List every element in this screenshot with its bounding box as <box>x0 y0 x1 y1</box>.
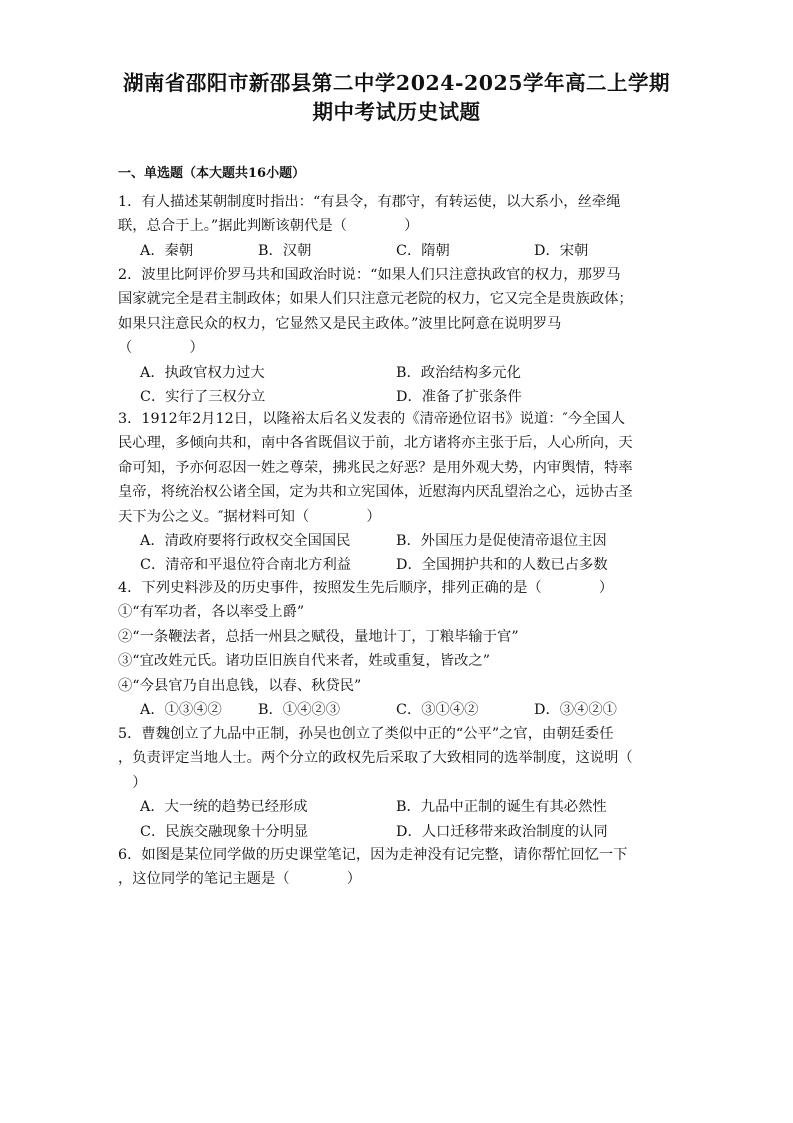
question-2 <box>118 263 678 409</box>
question-text-line: 2．波里比阿评价罗马共和国政治时说：“如果人们只注意执政官的权力，那罗马 <box>118 267 621 283</box>
question-3 <box>118 407 678 578</box>
question-text-line: （ ） <box>118 340 204 357</box>
option-d[interactable]: D．③④②① <box>534 702 617 719</box>
source-item: ④“今县官乃自出息钱，以春、秋贷民” <box>118 677 362 694</box>
options-row <box>118 820 678 844</box>
option-b[interactable]: B．①④②③ <box>258 702 340 719</box>
question-text-line: 民心理，多倾向共和，南中各省既倡议于前，北方诸将亦主张于后，人心所向，天 <box>118 435 633 452</box>
question-text-line: 国家就完全是君主制政体；如果人们只注意元老院的权力，它又完全是贵族政体； <box>118 291 633 308</box>
option-a[interactable]: A．执政官权力过大 <box>140 364 265 381</box>
options-row <box>118 795 678 819</box>
option-a[interactable]: A．秦朝 <box>140 242 194 259</box>
option-c[interactable]: C．清帝和平退位符合南北方利益 <box>140 557 352 574</box>
question-text-line: 命可知，予亦何忍因一姓之尊荣，拂兆民之好恶？是用外观大势，内审舆情，特率 <box>118 459 633 476</box>
question-6 <box>118 843 678 892</box>
question-text-line: 4．下列史料涉及的历史事件，按照发生先后顺序，排列正确的是（ ） <box>118 580 614 596</box>
question-text-line: ，这位同学的笔记主题是（ ） <box>118 871 362 888</box>
option-a[interactable]: A．清政府要将行政权交全国国民 <box>140 533 351 550</box>
source-item: ③“宜改姓元氏。诸功臣旧族自代来者，姓或重复，皆改之” <box>118 653 491 670</box>
option-c[interactable]: C．③①④② <box>396 702 479 719</box>
option-a[interactable]: A．大一统的趋势已经形成 <box>140 799 308 816</box>
question-5 <box>118 722 678 844</box>
option-c[interactable]: C．实行了三权分立 <box>140 389 266 406</box>
option-d[interactable]: D．人口迁移带来政治制度的认同 <box>396 823 608 840</box>
option-d[interactable]: D．全国拥护共和的人数已占多数 <box>396 557 608 574</box>
source-item: ②“一条鞭法者，总括一州县之赋役，量地计丁，丁粮毕输于官” <box>118 628 519 645</box>
option-b[interactable]: B．政治结构多元化 <box>396 364 521 381</box>
question-text-line: 3．1912年2月12日，以隆裕太后名义发表的《清帝逊位诏书》说道：″今全国人 <box>118 411 626 427</box>
source-item: ①“有军功者，各以率受上爵” <box>118 604 305 621</box>
question-text-line: 5．曹魏创立了九品中正制，孙吴也创立了类似中正的“公平”之官，由朝廷委任 <box>118 726 614 742</box>
options-row <box>118 239 678 263</box>
question-text-line: 1．有人描述某朝制度时指出：“有县令，有郡守，有转运使，以大系小，丝牵绳 <box>118 194 621 210</box>
option-b[interactable]: B．外国压力是促使清帝退位主因 <box>396 533 607 550</box>
question-text-line: 天下为公之义。″据材料可知（ ） <box>118 508 381 525</box>
option-d[interactable]: D．准备了扩张条件 <box>396 389 522 406</box>
question-4 <box>118 576 678 722</box>
options-row <box>118 385 678 409</box>
question-text-line: 如果只注意民众的权力，它显然又是民主政体。”波里比阿意在说明罗马 <box>118 315 562 332</box>
exam-title-line2: 期中考试历史试题 <box>312 100 481 124</box>
question-text-line: 6．如图是某位同学做的历史课堂笔记，因为走神没有记完整，请你帮忙回忆一下 <box>118 847 628 863</box>
question-1 <box>118 190 678 263</box>
question-text-line: ） <box>118 774 147 791</box>
question-text-line: ，负责评定当地人士。两个分立的政权先后采取了大致相同的选举制度，这说明（ <box>118 750 633 767</box>
option-b[interactable]: B．九品中正制的诞生有其必然性 <box>396 799 607 816</box>
options-row <box>118 698 678 722</box>
options-row <box>118 553 678 577</box>
option-b[interactable]: B．汉朝 <box>258 242 312 259</box>
option-a[interactable]: A．①③④② <box>140 702 222 719</box>
option-c[interactable]: C．隋朝 <box>396 242 450 259</box>
options-row <box>118 529 678 553</box>
exam-title-line1: 湖南省邵阳市新邵县第二中学2024-2025学年高二上学期 <box>122 71 671 95</box>
options-row <box>118 361 678 385</box>
question-text-line: 皇帝，将统治权公诸全国，定为共和立宪国体，近慰海内厌乱望治之心，远协古圣 <box>118 484 633 501</box>
question-text-line: 联，总合于上。”据此判断该朝代是（ ） <box>118 218 419 235</box>
section-heading: 一、单选题（本大题共16小题） <box>118 166 306 181</box>
option-c[interactable]: C．民族交融现象十分明显 <box>140 823 309 840</box>
option-d[interactable]: D．宋朝 <box>534 242 589 259</box>
